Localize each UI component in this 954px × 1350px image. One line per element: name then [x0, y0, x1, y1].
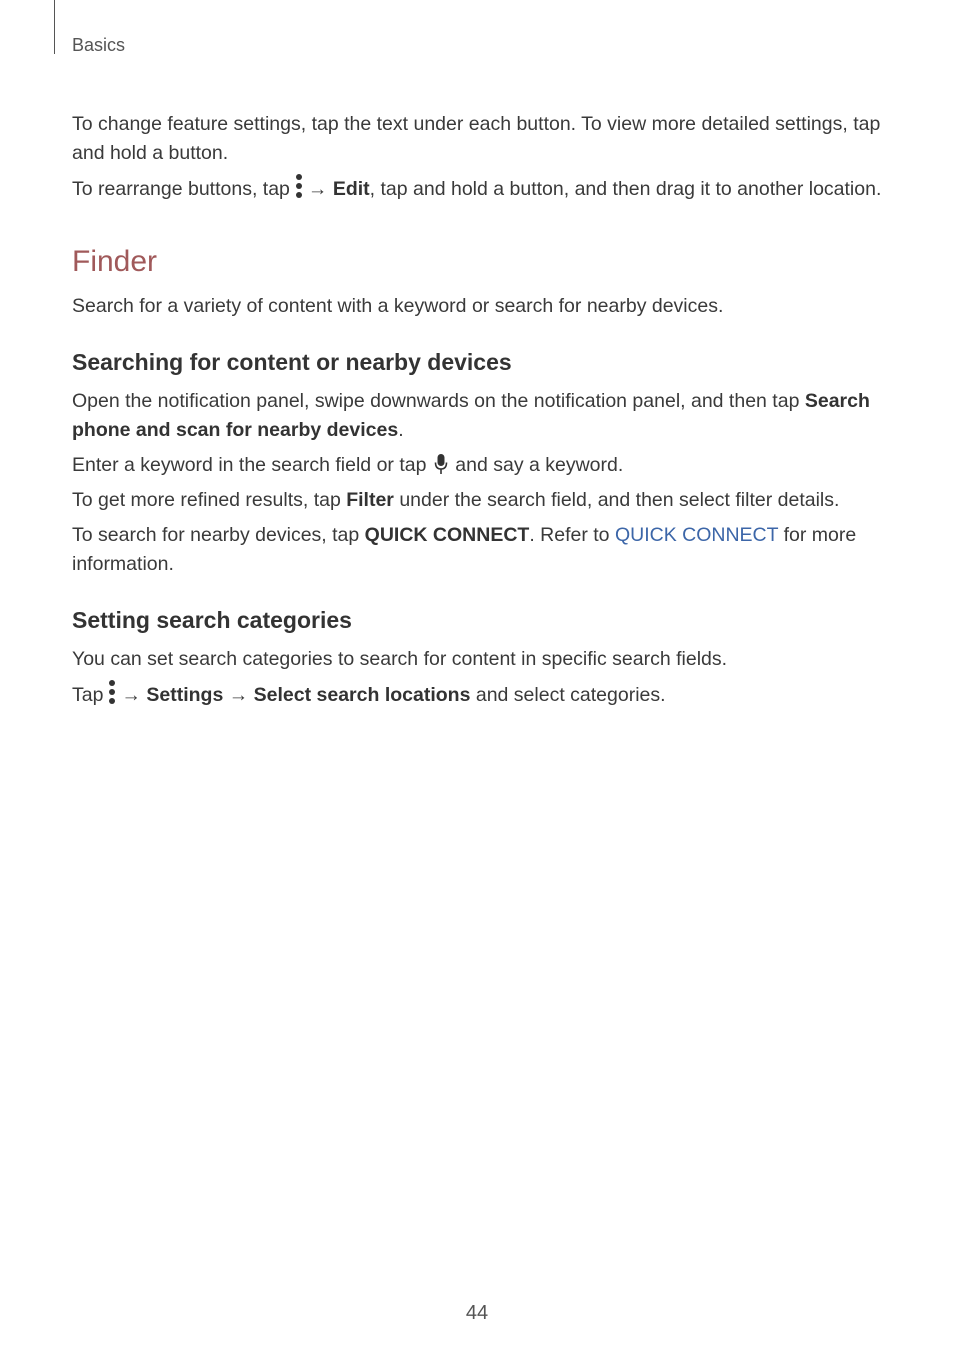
searching-paragraph-2: Enter a keyword in the search field or tap and say a keyword. [72, 454, 624, 476]
categories-heading: Setting search categories [72, 607, 352, 633]
microphone-icon [434, 453, 448, 475]
searching-paragraph-1: Open the notification panel, swipe downwards on the notification panel, and then tap Search phone and scan for nearby devices. [72, 390, 870, 441]
edit-label: Edit [332, 178, 370, 200]
searching-heading: Searching for content or nearby devices [72, 349, 512, 375]
page-number: 44 [465, 1302, 489, 1324]
finder-heading: Finder [72, 245, 158, 278]
quick-connect-link[interactable]: QUICK CONNECT [614, 524, 779, 546]
intro-paragraph-2: To rearrange buttons, tap → Edit, tap and hold a button, and then drag it to another location. [72, 174, 884, 204]
searching-paragraph-3: To get more refined results, tap Filter under the search field, and then select filter details. [72, 489, 840, 511]
categories-paragraph-2: Tap → Settings → Select search locations and select categories. [72, 680, 884, 710]
page-content [72, 110, 884, 710]
intro-paragraph-1: To change feature settings, tap the text under each button. To view more detailed settings, tap and hold a button. [72, 113, 881, 164]
more-options-icon [107, 680, 117, 704]
section-label: Basics [72, 35, 126, 55]
searching-paragraph-4: To search for nearby devices, tap QUICK CONNECT. Refer to QUICK CONNECT for more information. [72, 524, 857, 575]
margin-rule [54, 0, 55, 54]
finder-description: Search for a variety of content with a keyword or search for nearby devices. [72, 295, 724, 317]
categories-paragraph-1: You can set search categories to search for content in specific search fields. [72, 648, 728, 670]
more-options-icon [294, 174, 304, 198]
